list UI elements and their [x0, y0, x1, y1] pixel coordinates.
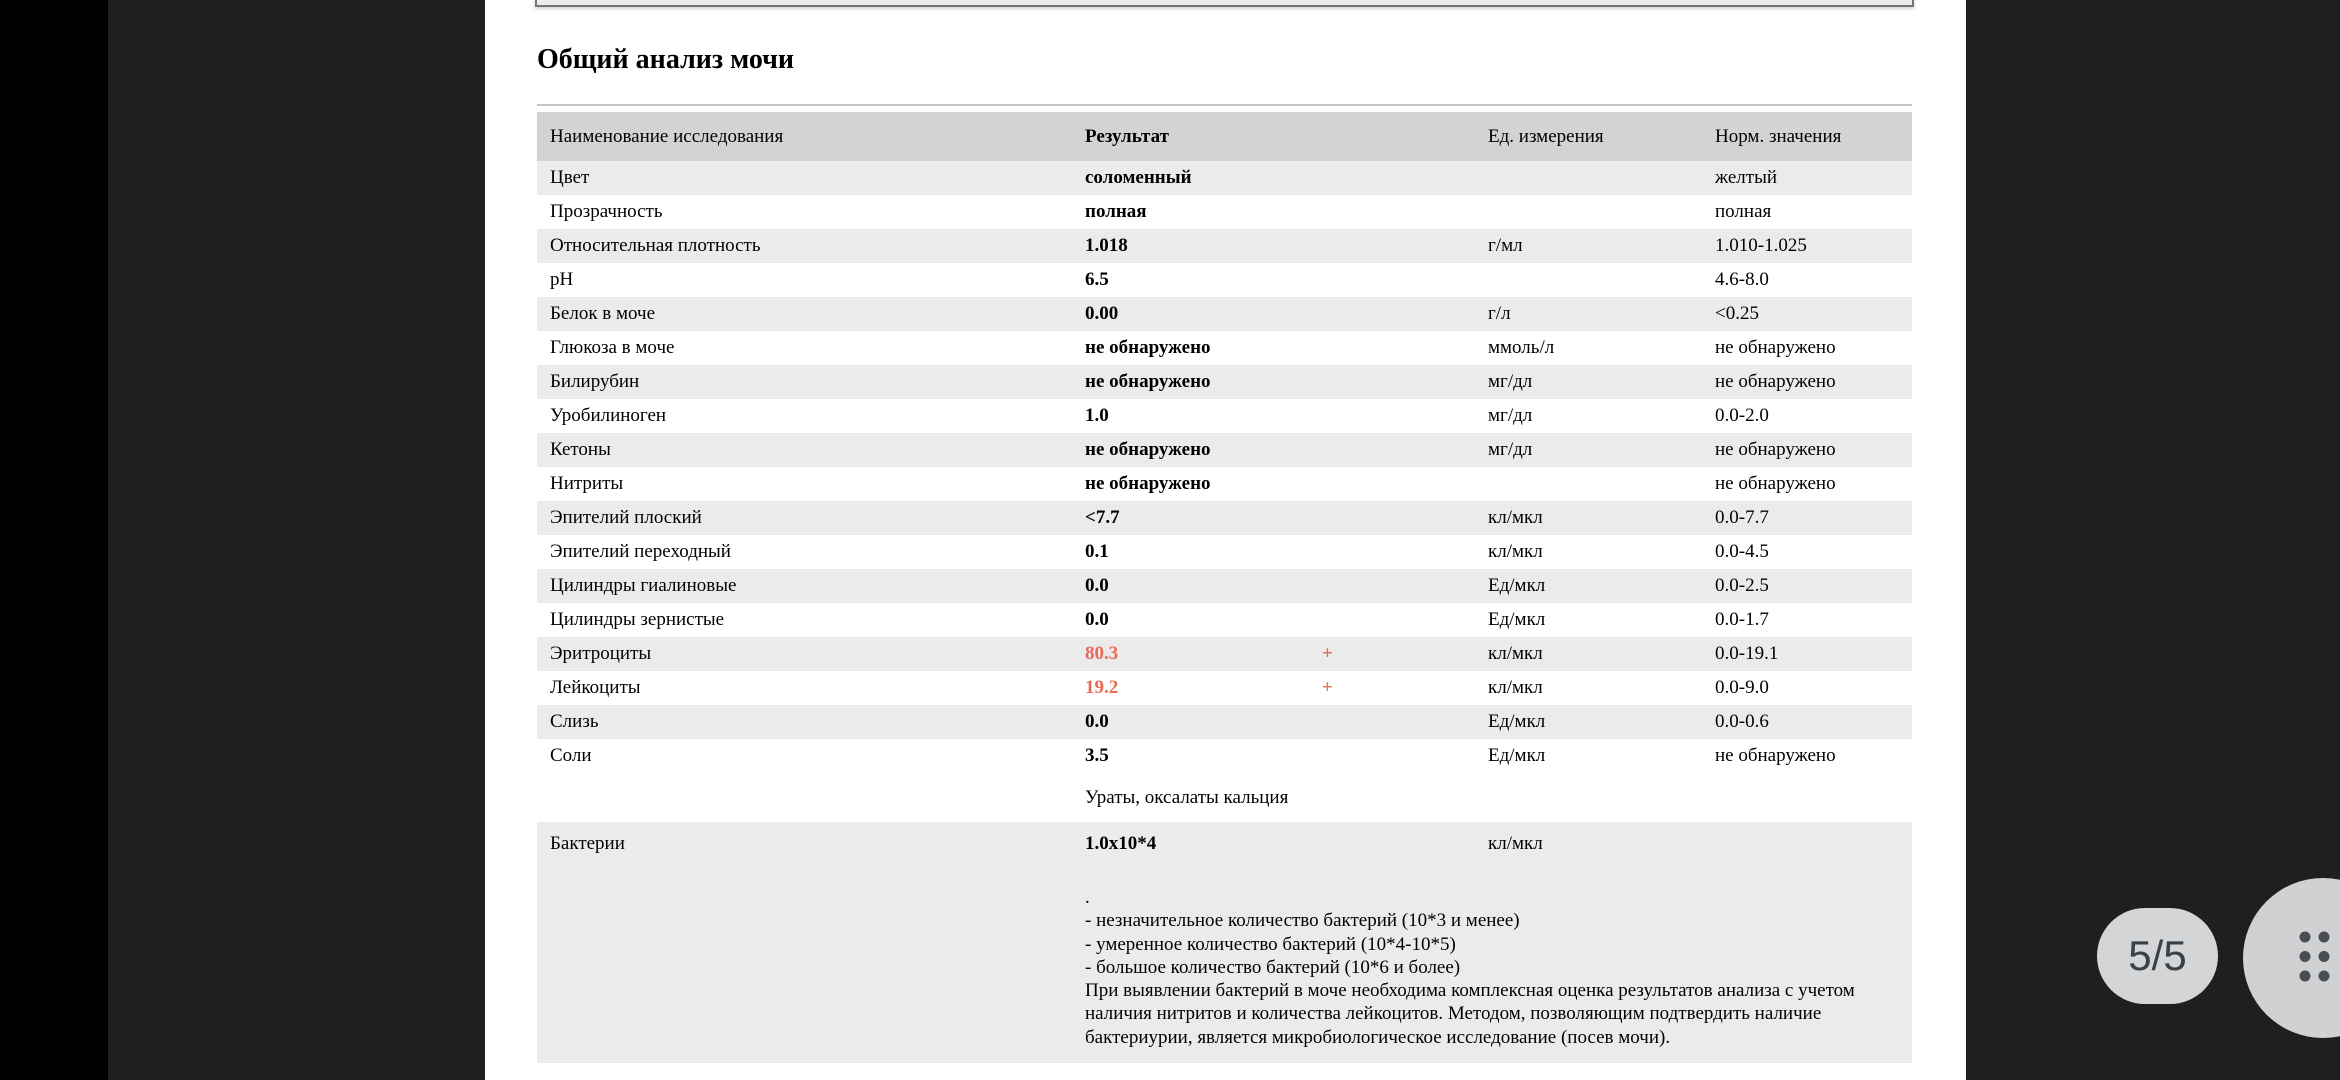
page-indicator-badge	[2097, 908, 2218, 1004]
header-test-name: Наименование исследования	[550, 125, 784, 147]
test-name-cell: pH	[550, 269, 574, 290]
norm-cell: 0.0-19.1	[1715, 643, 1779, 664]
test-name-cell: Нитриты	[550, 473, 624, 494]
table-row	[537, 365, 1912, 399]
result-cell: 1.0	[1085, 405, 1109, 426]
salts-detail-text: Ураты, оксалаты кальция	[1085, 786, 1289, 808]
unit-cell: кл/мкл	[1488, 507, 1543, 528]
test-name-cell: Эпителий плоский	[550, 507, 702, 528]
result-cell: 0.00	[1085, 303, 1119, 324]
test-name-cell: Глюкоза в моче	[550, 337, 675, 358]
table-row	[537, 195, 1912, 229]
table-row	[537, 331, 1912, 365]
norm-cell: не обнаружено	[1715, 371, 1836, 392]
test-name-cell: Уробилиноген	[550, 405, 667, 426]
table-row	[537, 535, 1912, 569]
unit-cell: кл/мкл	[1488, 541, 1543, 562]
test-name-cell: Белок в моче	[550, 303, 656, 324]
bacteria-values-line	[537, 830, 1912, 858]
page-title: Общий анализ мочи	[537, 44, 795, 75]
result-cell: полная	[1085, 201, 1147, 222]
bacteria-notes	[1085, 886, 1885, 1049]
result-cell: <7.7	[1085, 507, 1120, 528]
bacteria-row	[537, 822, 1912, 1063]
table-row	[537, 297, 1912, 331]
test-name-cell: Цвет	[550, 167, 590, 188]
unit-cell: г/л	[1488, 303, 1511, 324]
table-row	[537, 603, 1912, 637]
table-row	[537, 569, 1912, 603]
bacteria-note-line: - большое количество бактерий (10*6 и более)	[1085, 956, 1461, 978]
results-table	[537, 112, 1912, 1063]
table-row-erythrocytes-abnormal	[537, 637, 1912, 671]
unit-cell: г/мл	[1488, 235, 1523, 256]
test-name-cell: Слизь	[550, 711, 599, 732]
result-cell: 1.018	[1085, 235, 1128, 256]
unit-cell: Ед/мкл	[1488, 711, 1546, 732]
table-row	[537, 399, 1912, 433]
test-name-cell: Билирубин	[550, 371, 640, 392]
norm-cell: 0.0-4.5	[1715, 541, 1769, 562]
page-top-field-fragment[interactable]	[535, 0, 1914, 7]
test-name-cell: Относительная плотность	[550, 235, 761, 256]
norm-cell: 0.0-7.7	[1715, 507, 1769, 528]
unit-cell: ммоль/л	[1488, 337, 1555, 358]
norm-cell: 1.010-1.025	[1715, 235, 1807, 256]
result-cell: 6.5	[1085, 269, 1109, 290]
left-black-strip	[0, 0, 108, 1080]
table-row	[537, 433, 1912, 467]
norm-cell: 4.6-8.0	[1715, 269, 1769, 290]
result-cell: соломенный	[1085, 167, 1192, 188]
unit-cell: кл/мкл	[1488, 833, 1543, 854]
test-name-cell: Кетоны	[550, 439, 611, 460]
table-row	[537, 739, 1912, 773]
norm-cell: 0.0-1.7	[1715, 609, 1769, 630]
test-name-cell: Прозрачность	[550, 201, 663, 222]
header-norm: Норм. значения	[1715, 125, 1842, 147]
header-unit: Ед. измерения	[1488, 125, 1604, 147]
header-result: Результат	[1085, 125, 1169, 147]
bacteria-note-line: .	[1085, 887, 1090, 908]
result-cell-abnormal: 80.3	[1085, 643, 1119, 664]
salts-detail-row	[537, 773, 1912, 822]
table-row	[537, 161, 1912, 195]
table-row	[537, 501, 1912, 535]
unit-cell: кл/мкл	[1488, 677, 1543, 698]
result-cell: 0.0	[1085, 711, 1109, 732]
test-name-cell: Соли	[550, 745, 592, 766]
unit-cell: Ед/мкл	[1488, 575, 1546, 596]
result-cell: не обнаружено	[1085, 371, 1211, 392]
norm-cell: не обнаружено	[1715, 745, 1836, 766]
norm-cell: <0.25	[1715, 303, 1759, 324]
unit-cell: мг/дл	[1488, 439, 1533, 460]
result-cell-abnormal: 19.2	[1085, 677, 1119, 698]
abnormal-plus-flag: +	[1322, 677, 1333, 698]
result-cell: 3.5	[1085, 745, 1109, 766]
test-name-cell: Цилиндры зернистые	[550, 609, 725, 630]
unit-cell: Ед/мкл	[1488, 609, 1546, 630]
test-name-cell: Бактерии	[550, 833, 625, 854]
bacteria-note-paragraph: При выявлении бактерий в моче необходима комплексная оценка результатов анализа с учетом наличия нитритов и количества лейкоцитов. Методом, позволяющим подтвердить наличие бактериурии, является микробиологическое исследование (посев мочи).	[1085, 980, 1855, 1048]
unit-cell: Ед/мкл	[1488, 745, 1546, 766]
test-name-cell: Лейкоциты	[550, 677, 641, 698]
bacteria-note-line: - незначительное количество бактерий (10*3 и менее)	[1085, 910, 1520, 932]
bacteria-note-line: - умеренное количество бактерий (10*4-10*5)	[1085, 933, 1456, 955]
table-row-leukocytes-abnormal	[537, 671, 1912, 705]
norm-cell: 0.0-2.0	[1715, 405, 1769, 426]
unit-cell: мг/дл	[1488, 405, 1533, 426]
result-cell: не обнаружено	[1085, 473, 1211, 494]
norm-cell: не обнаружено	[1715, 473, 1836, 494]
result-cell: 0.1	[1085, 541, 1109, 562]
table-row	[537, 705, 1912, 739]
test-name-cell: Эритроциты	[550, 643, 652, 664]
title-divider	[537, 104, 1912, 106]
result-cell: 0.0	[1085, 575, 1109, 596]
page-indicator-label: 5/5	[2128, 932, 2187, 979]
six-dot-grid-icon	[2243, 878, 2340, 1038]
table-row	[537, 467, 1912, 501]
norm-cell: 0.0-2.5	[1715, 575, 1769, 596]
result-cell: не обнаружено	[1085, 439, 1211, 460]
result-cell: 0.0	[1085, 609, 1109, 630]
pages-menu-button[interactable]	[2243, 878, 2340, 1038]
table-row	[537, 263, 1912, 297]
norm-cell: 0.0-0.6	[1715, 711, 1769, 732]
norm-cell: 0.0-9.0	[1715, 677, 1769, 698]
table-row	[537, 229, 1912, 263]
table-header-row	[537, 112, 1912, 161]
abnormal-plus-flag: +	[1322, 643, 1333, 664]
test-name-cell: Эпителий переходный	[550, 541, 731, 562]
unit-cell: кл/мкл	[1488, 643, 1543, 664]
norm-cell: не обнаружено	[1715, 337, 1836, 358]
result-cell: 1.0x10*4	[1085, 833, 1157, 854]
result-cell: не обнаружено	[1085, 337, 1211, 358]
test-name-cell: Цилиндры гиалиновые	[550, 575, 737, 596]
norm-cell: не обнаружено	[1715, 439, 1836, 460]
norm-cell: желтый	[1715, 167, 1778, 188]
norm-cell: полная	[1715, 201, 1772, 222]
document-page	[485, 0, 1966, 1080]
unit-cell: мг/дл	[1488, 371, 1533, 392]
